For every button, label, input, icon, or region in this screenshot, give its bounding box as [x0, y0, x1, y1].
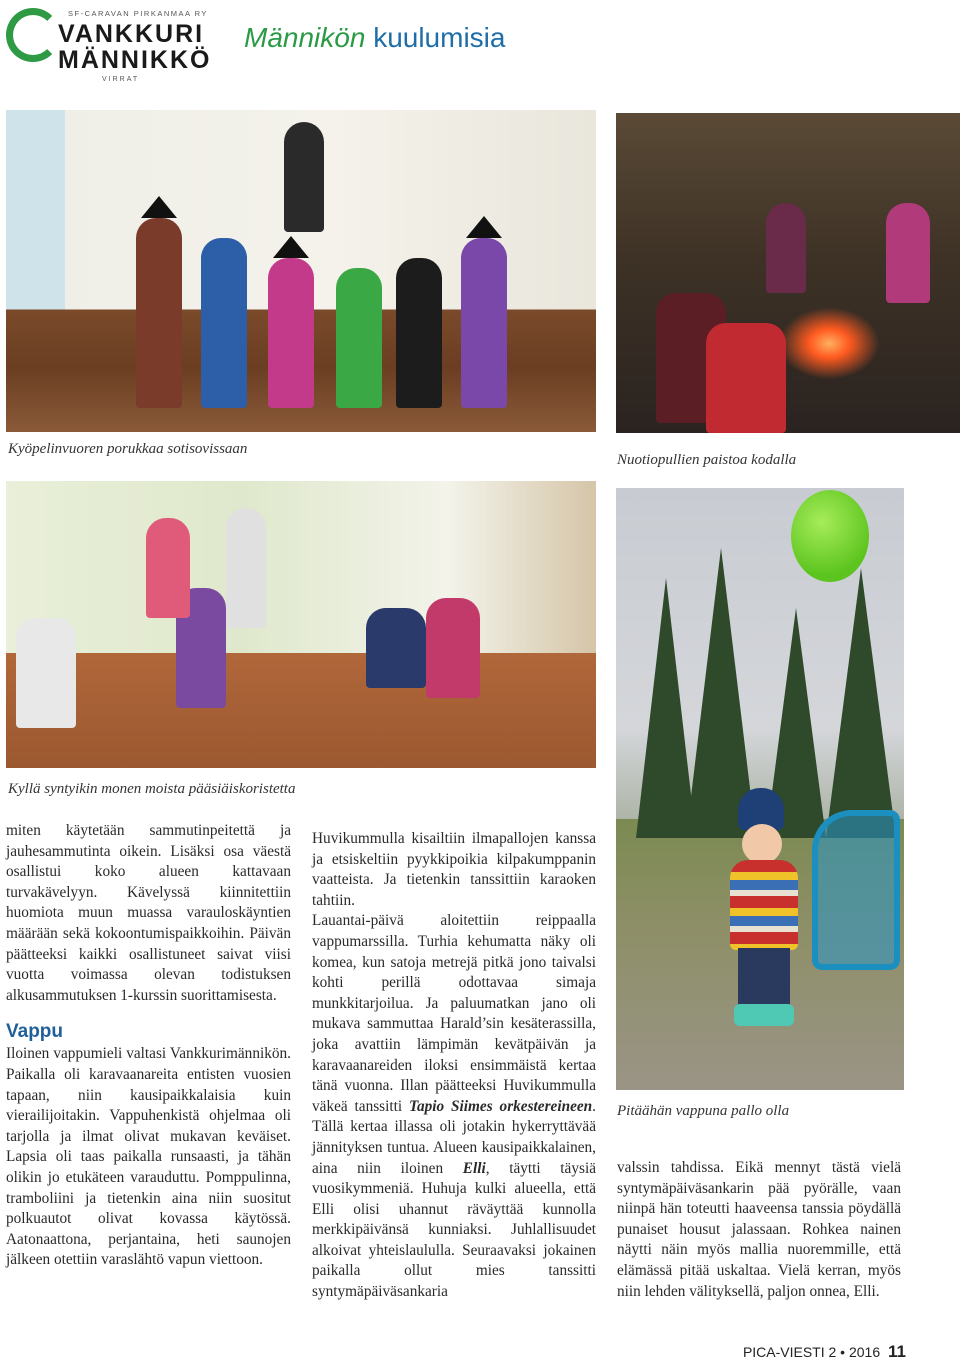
page-number: 11 [888, 1342, 906, 1361]
figure-shape [136, 218, 182, 408]
photo-witches-porch [6, 110, 596, 432]
col1-paragraph-1: miten käytetään sammutinpeitettä ja jauhesammutinta oikein. Lisäksi osa väestä osallistui koko alueen kattavaan turvakävelyyn. Kävelyssä kiinnitettiin huomiota muun muassa varauloskäyntien määrään sekä kokoontumispaikkoihin. Päivän päätteeksi kaikki osallistuneet saivat viisi vuotta voimassa olevan todistuksen alkusammutuksen 1-kurssin suorittamisesta. [6, 822, 291, 1004]
figure-shape [268, 258, 314, 408]
caption-photo3: Kyllä syntyikin monen moista pääsiäiskoristetta [8, 781, 296, 797]
witch-hat-icon [466, 216, 502, 238]
article-column-3 [617, 1158, 901, 1302]
article-column-1 [6, 821, 291, 1271]
logo-word-vankkuri: VANKKURI [58, 20, 205, 48]
photo-campfire-kota [616, 113, 960, 433]
figure-shape [426, 598, 480, 698]
section-heading-vappu: Vappu [6, 1021, 64, 1043]
figure-shape [366, 608, 426, 688]
tree-shape [826, 568, 896, 838]
witch-hat-icon [141, 196, 177, 218]
col2-text-b: . Tällä kertaa illassa oli jotakin hykerryttävää jännityksen tuntua. Alueen kausipaikkalainen, aina niin iloinen [312, 1097, 596, 1177]
figure-shape [396, 258, 442, 408]
figure-shape [284, 122, 324, 232]
caption-photo2: Nuotiopullien paistoa kodalla [617, 452, 797, 468]
page-title [244, 22, 505, 54]
balloon-icon [791, 490, 869, 582]
tree-shape [636, 578, 696, 838]
band-name: Tapio Siimes orkestereineen [409, 1097, 593, 1115]
stroller-shape [812, 810, 900, 970]
logo-org-name: SF-CARAVAN PIRKANMAA RY [68, 9, 208, 18]
photo-easter-crafts [6, 481, 596, 768]
col3-paragraph-1: valssin tahdissa. Eikä mennyt tästä vielä syntymäpäiväsankarin pää pyörälle, vaan niinpä hän toteutti haaveensa tanssia pöydällä punaiset housut jalassaan. Rohkea nainen näytti näin myös mallia nuoremmille, että elämässä pitää uskaltaa. Vielä kerran, myös niin lehden välityksellä, paljon onnea, Elli. [617, 1159, 901, 1300]
person-name-elli: Elli [462, 1159, 486, 1177]
page-title-emphasis: Männikön [244, 22, 366, 53]
figure-shape [16, 618, 76, 728]
caption-photo1: Kyöpelinvuoren porukkaa sotisovissaan [8, 441, 248, 457]
figure-shape [886, 203, 930, 303]
col2-paragraph-2 [312, 911, 596, 1302]
col2-paragraph-1: Huvikummulla kisailtiin ilmapallojen kanssa ja etsiskeltiin pyykkipoikia kilpakumppanin vaatteista. Ja tietenkin tanssittiin karaoken tahtiin. [312, 830, 596, 909]
logo-word-mannikko: MÄNNIKKÖ [58, 46, 212, 74]
figure-shape [336, 268, 382, 408]
figure-shape [146, 518, 190, 618]
logo-location: VIRRAT [102, 76, 140, 83]
figure-shape [201, 238, 247, 408]
figure-shape [461, 238, 507, 408]
caption-photo4: Pitäähän vappuna pallo olla [617, 1103, 790, 1119]
figure-shape [706, 323, 786, 433]
figure-shape [226, 508, 266, 628]
figure-shape [766, 203, 806, 293]
page-title-rest: kuulumisia [373, 22, 506, 53]
col1-paragraph-2: Iloinen vappumieli valtasi Vankkurimännikön. Paikalla oli karavaanareita entisten vuosien tapaan, niin kausipaikkalaisia kuin vierailijoitakin. Vappuhenkistä ohjelmaa oli tarjolla ja ilmat olivat mukavan keväiset. Lapsia oli taas paikalla runsaasti, ja tähän olikin jo etukäteen varauduttu. Pomppulinna, tramboliini ja tietenkin aina niin suositut polkuautot olivat kovassa käytössä. Aatonaattona, perjantaina, heti saunojen jälkeen otettiin varaslähtö vapun viettoon. [6, 1045, 291, 1269]
witch-hat-icon [273, 236, 309, 258]
page-footer [743, 1342, 906, 1361]
boy-figure [724, 788, 804, 1028]
publication-name: PICA-VIESTI 2 • 2016 [742, 1344, 881, 1360]
col2-text-a: Lauantai-päivä aloitettiin reippaalla vappumarssilla. Turhia kehumatta näky oli komea, kun satoja metrejä pitkä jono taivalsi kohti perillä odottavaa simaja munkkitarjoilua. Ja paluumatkan jano oli mukava sammuttaa Harald’sin kesäterassilla, joka avattiin lämpimän kevätpäivän ja karavaanareiden iloksi ensimmäistä kertaa tänä vuonna. Illan päätteeksi Huvikummulla väkeä tanssitti [312, 912, 596, 1115]
photo-boy-balloon [616, 488, 904, 1090]
col2-text-c: , täytti täysiä vuosikymmeniä. Huhuja kulki alueella, että Elli olisi uhannut räväyttää kunnolla merkkipäivänsä kunniaksi. Juhlallisuudet alkoivat yhteislaululla. Seuraavaksi jokainen paikalla ollut mies tanssitti syntymäpäiväsankaria [312, 1159, 596, 1301]
logo-ring-icon [6, 8, 60, 62]
article-column-2 [312, 829, 596, 1303]
vankkuri-mannikko-logo [6, 4, 212, 88]
